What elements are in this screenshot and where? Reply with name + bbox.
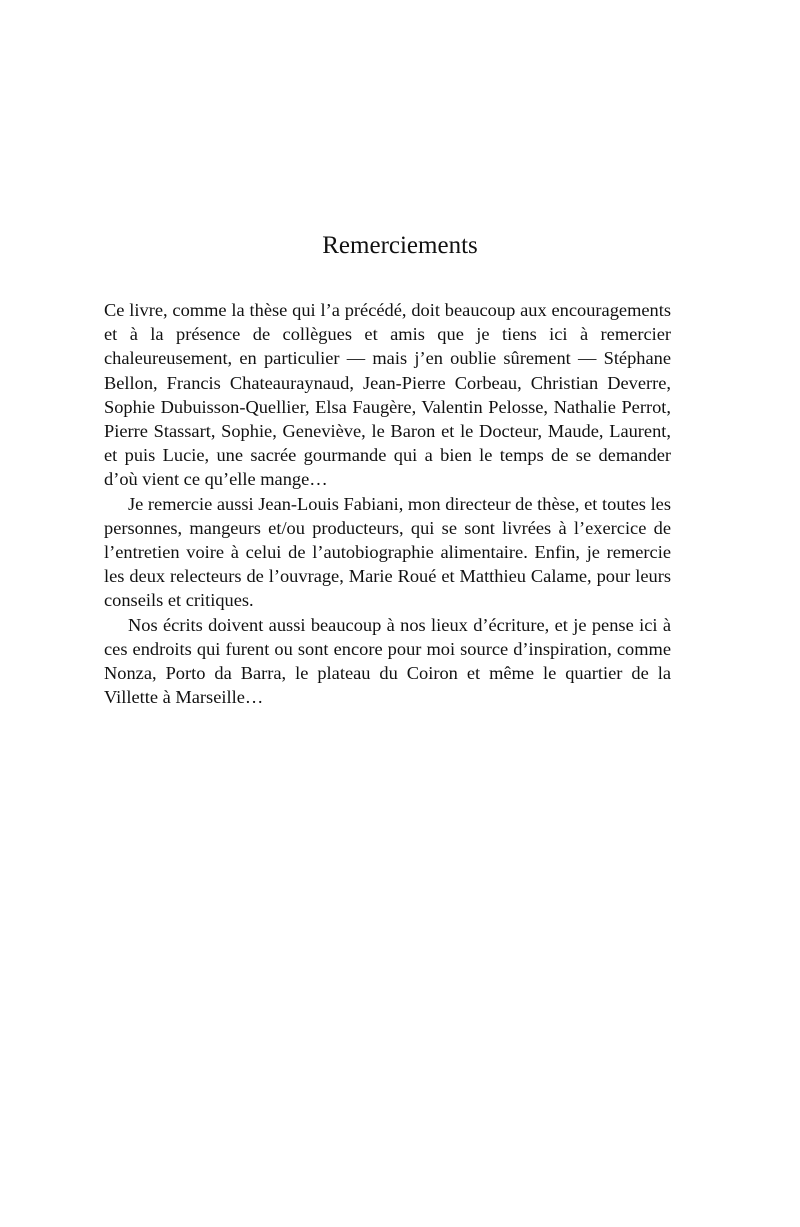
acknowledgements-body	[104, 298, 671, 709]
paragraph-2: Je remercie aussi Jean-Louis Fabiani, mon directeur de thèse, et toutes les personnes, mangeurs et/ou producteurs, qui se sont livrées à l’exercice de l’entretien voire à celui de l’autobiographie alimentaire. Enfin, je remercie les deux relecteurs de l’ouvrage, Marie Roué et Matthieu Calame, pour leurs conseils et critiques.	[104, 493, 671, 611]
page-title: Remerciements	[322, 232, 478, 259]
paragraph-3: Nos écrits doivent aussi beaucoup à nos lieux d’écriture, et je pense ici à ces endroits qui furent ou sont encore pour moi source d’inspiration, comme Nonza, Porto da Barra, le plateau du Coiron et même le quartier de la Villette à Marseille…	[104, 614, 671, 708]
paragraph-1: Ce livre, comme la thèse qui l’a précédé, doit beaucoup aux encouragements et à la présence de collègues et amis que je tiens ici à remercier chaleureusement, en particulier — mais j’en oublie sûrement — Stéphane Bellon, Francis Chateauraynaud, Jean-Pierre Corbeau, Christian Deverre, Sophie Dubuisson-Quellier, Elsa Faugère, Valentin Pelosse, Nathalie Perrot, Pierre Stassart, Sophie, Geneviève, le Baron et le Docteur, Maude, Laurent, et puis Lucie, une sacrée gourmande qui a bien le temps de se demander d’où vient ce qu’elle mange…	[104, 300, 671, 490]
